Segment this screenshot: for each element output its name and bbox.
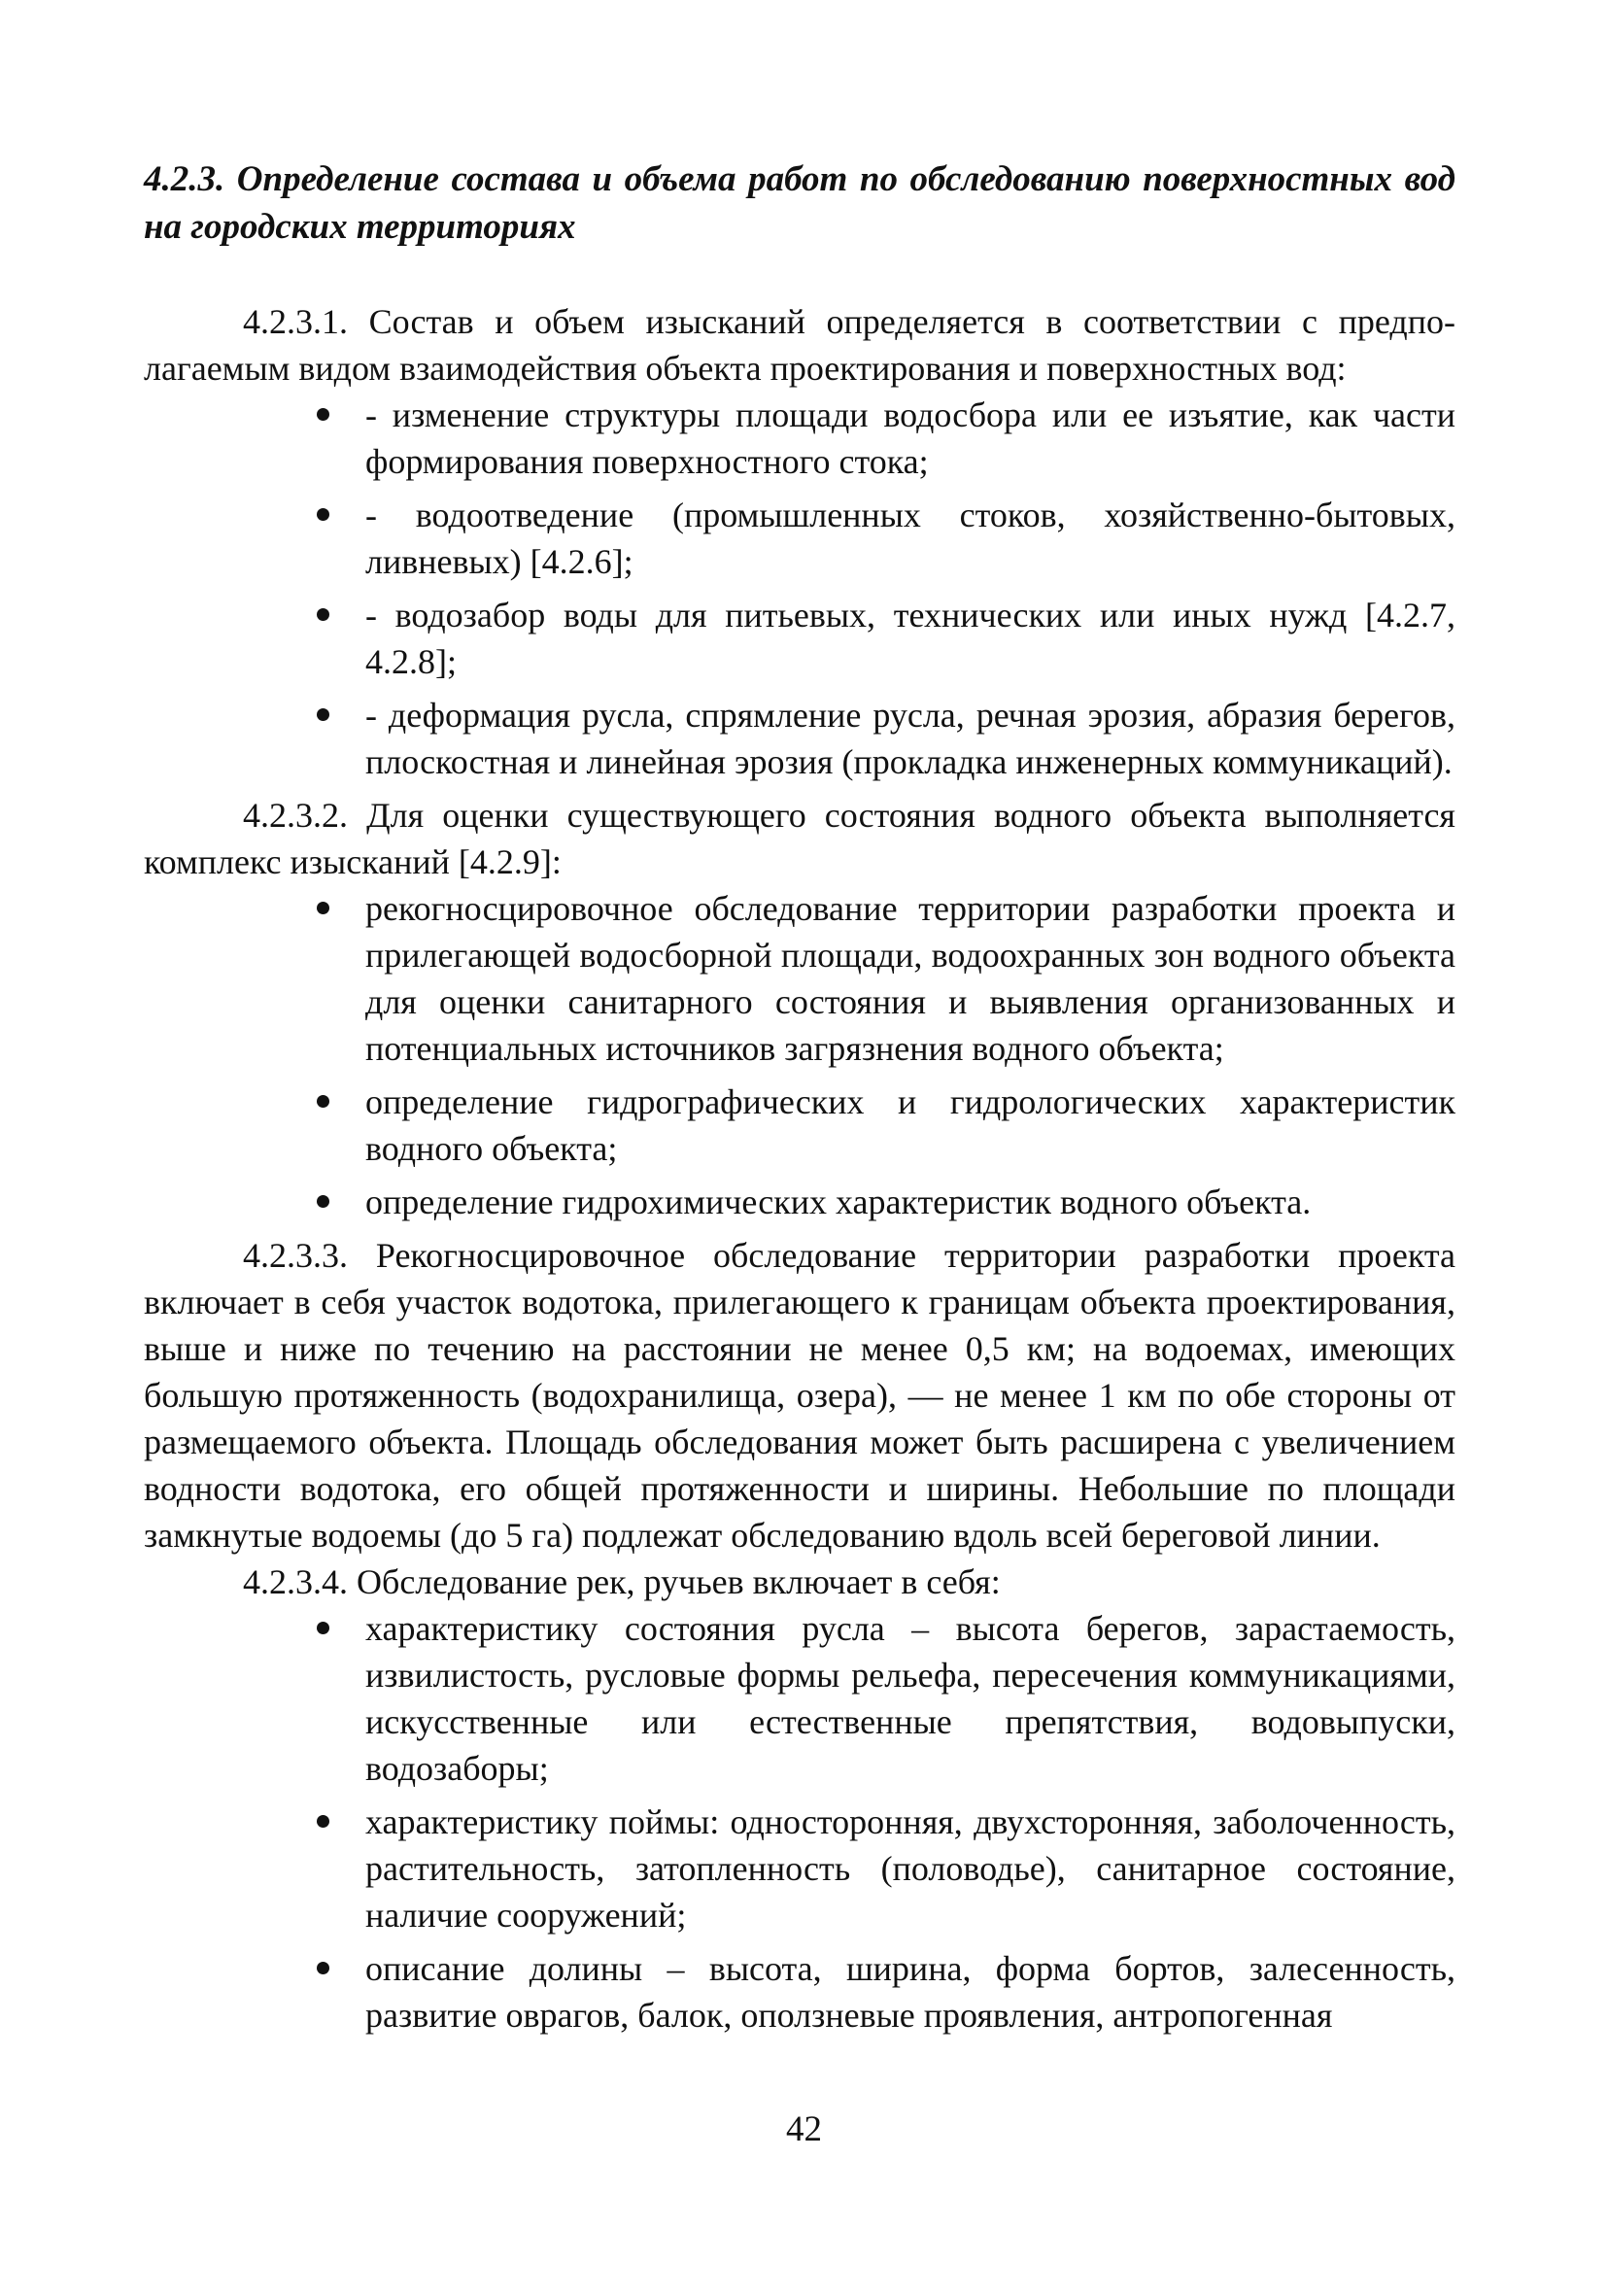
list-item (365, 1799, 1455, 1938)
list-item (365, 885, 1455, 1072)
list-item-text: - водоотведение (промышленных стоков, хозяйственно-бытовых, ливневых) [4.2.6]; (365, 496, 1455, 581)
page-number: 42 (786, 2109, 822, 2149)
list-item-text: определение гидрохимических характеристик водного объекта. (365, 1182, 1312, 1221)
list-item-text: характеристику состояния русла – высота берегов, зарастаемость, извилистость, русловые формы рельефа, пересечения коммуникациями, искусственные или естественные препятствия, водовыпуски, водозаборы; (365, 1609, 1455, 1788)
list-item-text: - деформация русла, спрямление русла, речная эрозия, абразия берегов, плоскостная и линейная эрозия (прокладка инженерных коммуникаций). (365, 696, 1455, 781)
bullet-dot-icon (317, 1815, 329, 1828)
paragraph-4-2-3-1: 4.2.3.1. Состав и объем изысканий определяется в соответствии с предполагаемым видом взаимодействия объекта проектирования и поверхностных вод: (144, 302, 1455, 388)
list-item (365, 492, 1455, 585)
list-item (365, 692, 1455, 785)
bullet-dot-icon (317, 408, 329, 421)
list-item (365, 592, 1455, 685)
bullet-dot-icon (317, 902, 329, 914)
list-item-text: характеристику поймы: односторонняя, двухсторонняя, заболоченность, растительность, затопленность (половодье), санитарное состояние, наличие сооружений; (365, 1802, 1455, 1935)
bullet-dot-icon (317, 1195, 329, 1208)
list-item-text: - изменение структуры площади водосбора или ее изъятие, как части формирования поверхностного стока; (365, 395, 1455, 481)
section-heading: 4.2.3. Определение состава и объема работ по обследованию поверхностных вод на городских территориях (144, 159, 1455, 247)
paragraph-4-2-3-2: 4.2.3.2. Для оценки существующего состояния водного объекта выполняется комплекс изысканий [4.2.9]: (144, 796, 1455, 881)
bullet-dot-icon (317, 708, 329, 721)
bullet-list-4-2-3-1 (144, 392, 1455, 785)
list-item-text: рекогносцировочное обследование территории разработки проекта и прилегающей водосборной площади, водоохранных зон водного объекта для оценки санитарного состояния и выявления организованных и потенциальных источников загрязнения водного объекта; (365, 889, 1455, 1068)
list-item (365, 392, 1455, 485)
bullet-dot-icon (317, 608, 329, 621)
list-item (365, 1605, 1455, 1792)
list-item-text: - водозабор воды для питьевых, технических или иных нужд [4.2.7, 4.2.8]; (365, 596, 1455, 681)
list-item-text: определение гидрографических и гидрологических характеристик водного объекта; (365, 1082, 1455, 1168)
bullet-list-4-2-3-2 (144, 885, 1455, 1225)
bullet-list-4-2-3-4 (144, 1605, 1455, 2039)
list-item (365, 1945, 1455, 2039)
bullet-dot-icon (317, 508, 329, 521)
paragraph-4-2-3-4: 4.2.3.4. Обследование рек, ручьев включает в себя: (243, 1562, 1001, 1601)
bullet-dot-icon (317, 1962, 329, 1974)
bullet-dot-icon (317, 1095, 329, 1108)
page-content (144, 155, 1455, 2045)
bullet-dot-icon (317, 1622, 329, 1634)
list-item (365, 1179, 1455, 1225)
list-item-text: описание долины – высота, ширина, форма бортов, залесенность, развитие оврагов, балок, оползневые проявления, антропогенная (365, 1949, 1455, 2035)
list-item (365, 1079, 1455, 1172)
paragraph-4-2-3-3: 4.2.3.3. Рекогносцировочное обследование территории разработки проекта включает в себя участок водотока, прилегающего к границам объекта проектирования, выше и ниже по течению на расстоянии не менее 0,5 км; на водоемах, имеющих большую протяженность (водохранилища, озера), — не менее 1 км по обе стороны от размещаемого объекта. Площадь обследования может быть расширена с увеличением водности водотока, его общей протяженности и ширины. Небольшие по площади замкнутые водоемы (до 5 га) подлежат обследованию вдоль всей береговой линии. (144, 1236, 1455, 1555)
